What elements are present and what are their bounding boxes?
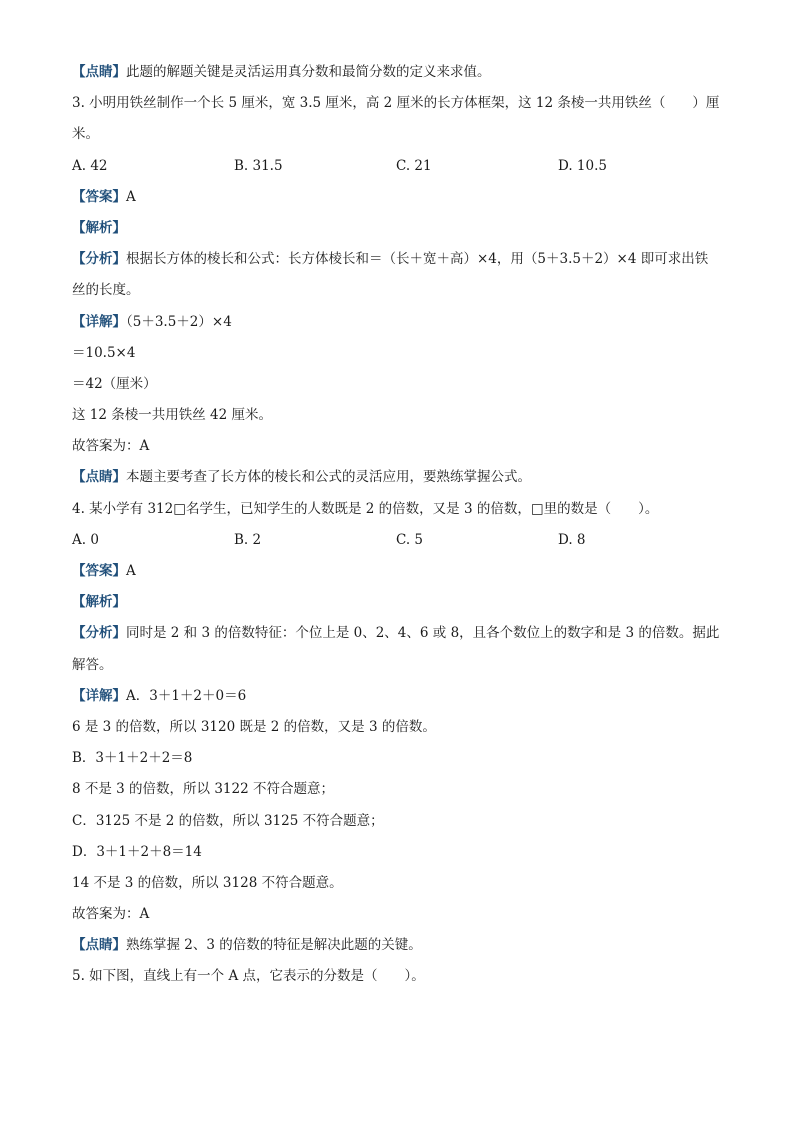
- section-tag: 【答案】: [72, 563, 126, 579]
- section-tag: 【解析】: [72, 594, 126, 611]
- line-text: 故答案为：A: [72, 438, 150, 455]
- line-text: 这 12 条棱一共用铁丝 42 厘米。: [72, 407, 273, 424]
- line-text: B．3＋1＋2＋2＝8: [72, 750, 193, 767]
- text-line: [72, 93, 727, 114]
- line-text: ＝42（厘米）: [72, 375, 157, 392]
- option-3: D. 10.5: [558, 157, 607, 174]
- line-text: 根据长方体的棱长和公式：长方体棱长和＝（长＋宽＋高）×4，用（5＋3.5＋2）×4 即可求出铁: [126, 251, 709, 268]
- line-text: 故答案为：A: [72, 906, 150, 923]
- section-tag: 【详解】: [72, 313, 126, 330]
- option-2: C. 5: [396, 531, 424, 548]
- section-line: [72, 187, 727, 208]
- text-line: [72, 280, 727, 301]
- line-text: 5. 如下图，直线上有一个 A 点，它表示的分数是（ ）。: [72, 968, 425, 985]
- text-line: [72, 499, 727, 520]
- section-tag: 【点睛】: [72, 64, 126, 80]
- line-text: 熟练掌握 2、3 的倍数的特征是解决此题的关键。: [126, 937, 422, 954]
- section-tag: 【答案】: [72, 188, 126, 205]
- text-line: [72, 811, 727, 832]
- section-line: [72, 467, 727, 488]
- line-text: 解答。: [72, 656, 113, 673]
- section-tag: 【分析】: [72, 625, 126, 642]
- line-text: 此题的解题关键是灵活运用真分数和最简分数的定义来求值。: [126, 64, 491, 80]
- text-line: [72, 655, 727, 676]
- line-text: C．3125 不是 2 的倍数，所以 3125 不符合题意；: [72, 812, 384, 829]
- text-line: [72, 717, 727, 738]
- answer-options: [72, 530, 727, 551]
- text-line: [72, 436, 727, 457]
- section-line: [72, 935, 727, 956]
- option-0: A. 42: [72, 157, 108, 174]
- line-text: A: [126, 188, 136, 205]
- section-line: [72, 686, 727, 707]
- line-text: （5＋3.5＋2）×4: [126, 313, 232, 330]
- section-tag: 【分析】: [72, 251, 126, 268]
- line-text: 本题主要考查了长方体的棱长和公式的灵活应用，要熟练掌握公式。: [126, 469, 531, 486]
- text-line: [72, 904, 727, 925]
- text-line: [72, 779, 727, 800]
- line-text: A: [126, 563, 136, 579]
- option-1: B. 31.5: [234, 157, 283, 174]
- line-text: 同时是 2 和 3 的倍数特征：个位上是 0、2、4、6 或 8，且各个数位上的数字和是 3 的倍数。据此: [126, 625, 720, 642]
- section-line: [72, 561, 727, 582]
- line-text: 6 是 3 的倍数，所以 3120 既是 2 的倍数，又是 3 的倍数。: [72, 718, 436, 735]
- line-text: 丝的长度。: [72, 282, 140, 299]
- line-text: 8 不是 3 的倍数，所以 3122 不符合题意；: [72, 781, 334, 798]
- line-text: 米。: [72, 126, 99, 143]
- option-1: B. 2: [234, 531, 262, 548]
- text-line: [72, 374, 727, 395]
- section-line: [72, 623, 727, 644]
- option-2: C. 21: [396, 157, 432, 174]
- text-line: [72, 124, 727, 145]
- line-text: 3. 小明用铁丝制作一个长 5 厘米，宽 3.5 厘米，高 2 厘米的长方体框架，这 12 条棱一共用铁丝（ ）厘: [72, 95, 720, 112]
- section-line: [72, 62, 727, 83]
- section-line: [72, 312, 727, 333]
- section-tag: 【点睛】: [72, 469, 126, 486]
- section-line: [72, 592, 727, 613]
- line-text: 4. 某小学有 312□名学生，已知学生的人数既是 2 的倍数，又是 3 的倍数，□里的数是（ ）。: [72, 500, 659, 517]
- section-tag: 【解析】: [72, 219, 126, 236]
- section-tag: 【详解】: [72, 687, 126, 704]
- line-text: ＝10.5×4: [72, 344, 136, 361]
- line-text: A．3＋1＋2＋0＝6: [126, 687, 247, 704]
- section-line: [72, 218, 727, 239]
- text-line: [72, 343, 727, 364]
- option-0: A. 0: [72, 531, 99, 548]
- line-text: D．3＋1＋2＋8＝14: [72, 843, 202, 860]
- section-line: [72, 249, 727, 270]
- text-line: [72, 873, 727, 894]
- text-line: [72, 966, 727, 987]
- option-3: D. 8: [558, 531, 586, 548]
- document-page: [72, 62, 727, 998]
- text-line: [72, 405, 727, 426]
- text-line: [72, 842, 727, 863]
- text-line: [72, 748, 727, 769]
- answer-options: [72, 156, 727, 177]
- line-text: 14 不是 3 的倍数，所以 3128 不符合题意。: [72, 874, 343, 891]
- section-tag: 【点睛】: [72, 937, 126, 954]
